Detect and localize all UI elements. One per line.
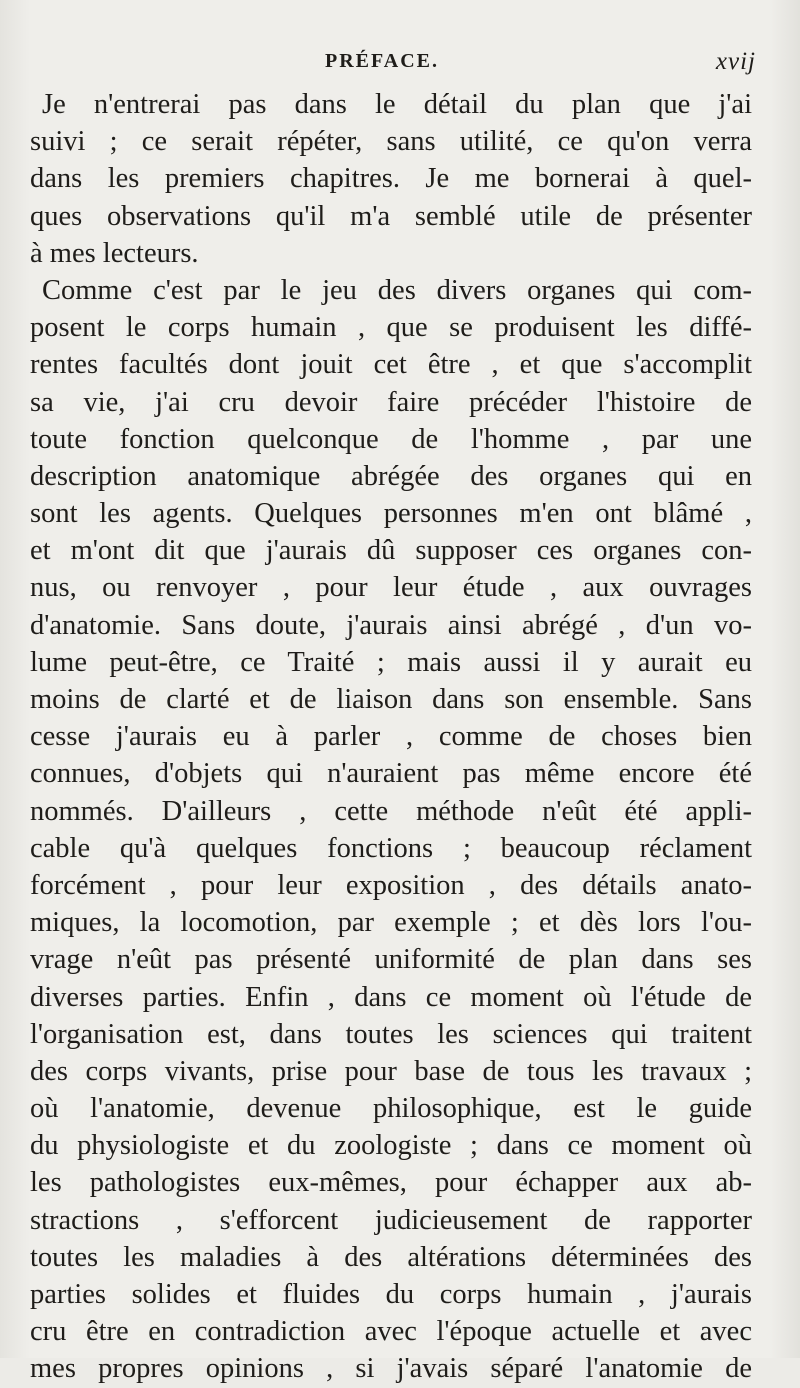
text-line: parties solides et fluides du corps humain , j'aurais	[30, 1279, 752, 1310]
text-line: lume peut-être, ce Traité ; mais aussi il y aurait eu	[30, 646, 752, 678]
text-line: connues, d'objets qui n'auraient pas même encore été	[30, 758, 752, 790]
text-line: moins de clarté et de liaison dans son ensemble. Sans	[30, 684, 752, 715]
text-line: miques, la locomotion, par exemple ; et dès lors l'ou-	[30, 907, 752, 939]
body-text	[30, 86, 752, 1388]
text-line: les pathologistes eux-mêmes, pour échapper aux ab-	[30, 1167, 752, 1199]
text-line: posent le corps humain , que se produisent les diffé-	[30, 312, 752, 344]
text-line: Comme c'est par le jeu des divers organes qui com-	[42, 274, 752, 306]
text-line: à mes lecteurs.	[30, 237, 199, 269]
text-line: l'organisation est, dans toutes les sciences qui traitent	[30, 1018, 752, 1050]
text-line: mes propres opinions , si j'avais séparé l'anatomie de	[30, 1353, 752, 1385]
text-line: et m'ont dit que j'aurais dû supposer ces organes con-	[30, 535, 752, 567]
running-head	[0, 50, 800, 80]
running-title: PRÉFACE.	[325, 50, 439, 72]
text-line: où l'anatomie, devenue philosophique, est le guide	[30, 1093, 752, 1125]
text-line: cru être en contradiction avec l'époque actuelle et avec	[30, 1316, 752, 1348]
text-line: du physiologiste et du zoologiste ; dans ce moment où	[30, 1130, 752, 1162]
text-line: rentes facultés dont jouit cet être , et que s'accomplit	[30, 349, 752, 381]
text-line: des corps vivants, prise pour base de tous les travaux ;	[30, 1055, 752, 1087]
text-line: cesse j'aurais eu à parler , comme de choses bien	[30, 721, 752, 753]
text-line: suivi ; ce serait répéter, sans utilité, ce qu'on verra	[30, 126, 752, 158]
text-line: diverses parties. Enfin , dans ce moment où l'étude de	[30, 981, 752, 1013]
text-line: toute fonction quelconque de l'homme , par une	[30, 423, 752, 455]
page-number: xvij	[715, 48, 756, 75]
text-line: toutes les maladies à des altérations déterminées des	[30, 1241, 752, 1273]
text-line: forcément , pour leur exposition , des détails anato-	[30, 869, 752, 901]
text-line: ques observations qu'il m'a semblé utile de présenter	[30, 200, 752, 232]
text-line: cable qu'à quelques fonctions ; beaucoup réclament	[30, 832, 752, 864]
text-line: nommés. D'ailleurs , cette méthode n'eût été appli-	[30, 795, 752, 827]
text-line: stractions , s'efforcent judicieusement de rapporter	[30, 1204, 752, 1236]
text-line: nus, ou renvoyer , pour leur étude , aux ouvrages	[30, 572, 752, 604]
text-line: vrage n'eût pas présenté uniformité de plan dans ses	[30, 944, 752, 976]
text-line: Je n'entrerai pas dans le détail du plan que j'ai	[42, 89, 752, 120]
text-line: sa vie, j'ai cru devoir faire précéder l'histoire de	[30, 386, 752, 418]
text-line: sont les agents. Quelques personnes m'en ont blâmé ,	[30, 498, 752, 530]
text-line: dans les premiers chapitres. Je me bornerai à quel-	[30, 163, 752, 195]
text-line: description anatomique abrégée des organes qui en	[30, 460, 752, 492]
text-line: d'anatomie. Sans doute, j'aurais ainsi abrégé , d'un vo-	[30, 609, 752, 641]
